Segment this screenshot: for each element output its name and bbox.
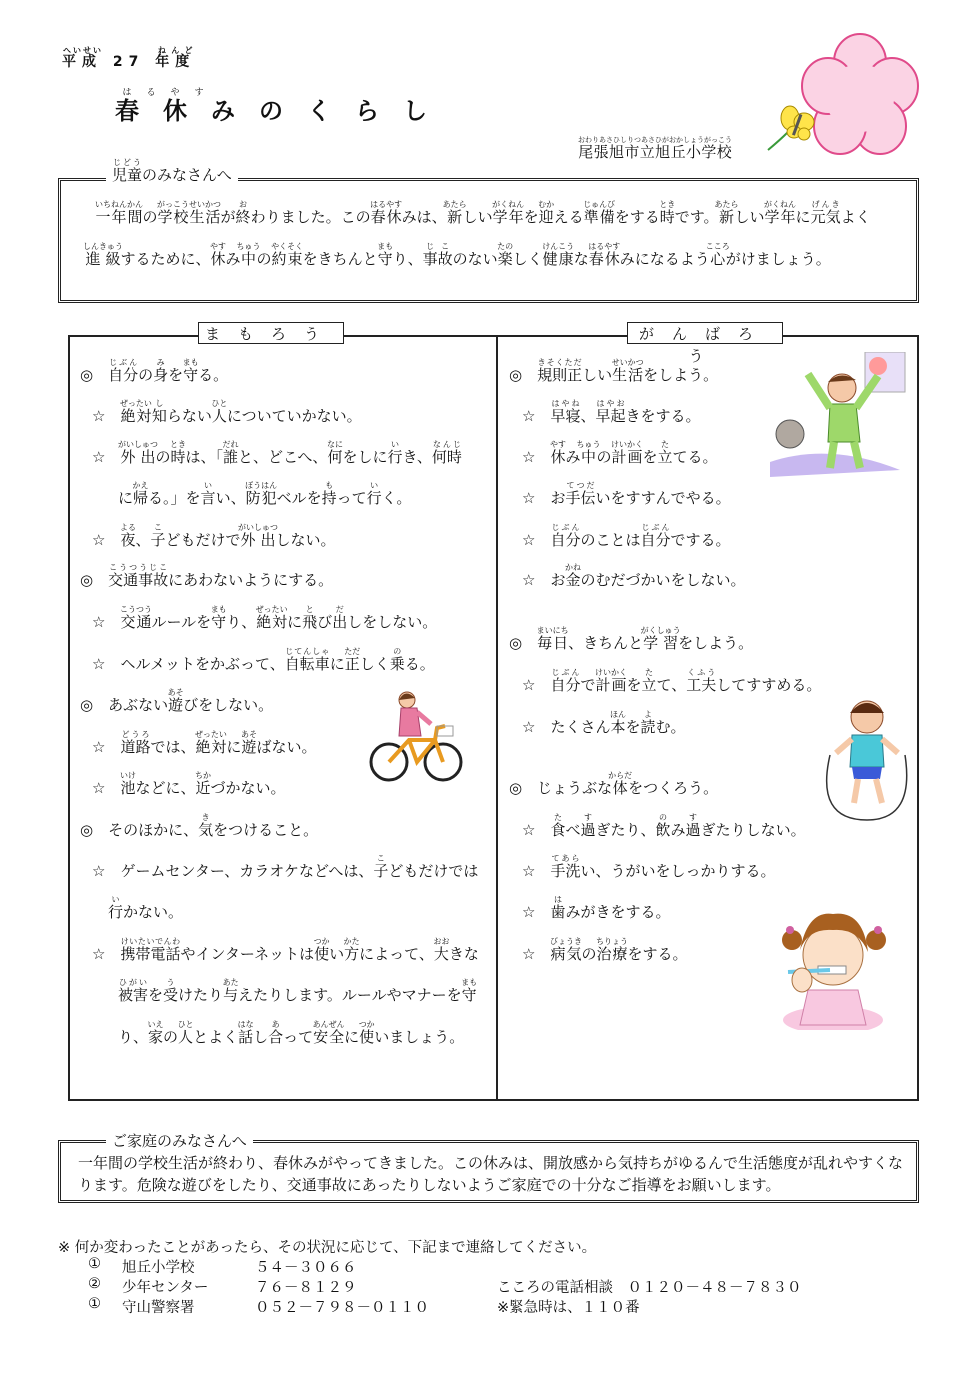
right-column-line: ☆ お手伝てつだいをすすんでやる。 bbox=[522, 481, 731, 507]
contact-tel: ０５２－７９８－０１１０ bbox=[255, 1300, 429, 1316]
intro-line-2: 進級しんきゅうするために、休やすみ中ちゅうの約束やくそくをきちんと守まもり、事故じこのない楽たのしく健康けんこうな春休はるやすみになるよう心こころがけましょう。 bbox=[83, 242, 831, 268]
right-column-line: ☆ 自分じぶんのことは自分じぶんでする。 bbox=[522, 523, 731, 549]
left-column-line: ☆ ゲームセンター、カラオケなどへは、子こどもだけでは bbox=[92, 854, 479, 880]
left-column-line: ☆ 夜よる、子こどもだけで外出がいしゅつしない。 bbox=[92, 523, 336, 549]
contact-tel: ７６－８１２９ bbox=[255, 1280, 357, 1296]
right-column-line: ☆ たくさん本ほんを読よむ。 bbox=[522, 710, 686, 736]
contact-tel: ５４－３０６６ bbox=[255, 1260, 357, 1276]
left-column-line: 被害ひがいを受うけたり与あたえたりします。ルールやマナーを守まも bbox=[118, 978, 478, 1004]
left-column-line: ☆ 外出がいしゅつの時ときは、「誰だれと、どこへ、何なにをしに行いき、何時なんじ bbox=[92, 440, 462, 466]
right-column-line: ☆ 自分じぶんで計画けいかくを立たて、工夫くふうしてすすめる。 bbox=[522, 668, 822, 694]
contact-num: ② bbox=[88, 1276, 101, 1292]
right-column-line: ☆ お金かねのむだづかいをしない。 bbox=[522, 563, 746, 589]
right-column-line: ◎ 規則正きそくただしい生活せいかつをしよう。 bbox=[509, 358, 719, 384]
right-column-line: ☆ 食たべ過すぎたり、飲のみ過すぎたりしない。 bbox=[522, 813, 806, 839]
left-column-line: 行いかない。 bbox=[108, 895, 184, 921]
left-column-line: ☆ 交通こうつうルールを守まもり、絶対ぜったいに飛とび出だしをしない。 bbox=[92, 605, 438, 631]
right-column-line: ☆ 早寝はやね、早起はやおきをする。 bbox=[522, 399, 701, 425]
bicycle-illustration bbox=[365, 690, 465, 785]
left-column-line: ☆ 道路どうろでは、絶対ぜったいに遊あそばない。 bbox=[92, 730, 317, 756]
contact-num: ① bbox=[88, 1296, 101, 1312]
left-column-line: ◎ そのほかに、気きをつけること。 bbox=[80, 813, 319, 839]
contact-name: 少年センター bbox=[122, 1280, 209, 1296]
intro-label: 児童じどうのみなさんへ bbox=[106, 158, 238, 185]
tooth-brushing-girl-illustration bbox=[778, 900, 888, 1030]
left-column-line: ☆ 絶対ぜったい知しらない人ひとについていかない。 bbox=[92, 399, 362, 425]
left-column-line: ☆ 携帯電話けいたいでんわやインターネットは使つかい方かたによって、大おおきな bbox=[92, 937, 479, 963]
right-column-line: ☆ 手洗てあらい、うがいをしっかりする。 bbox=[522, 854, 776, 880]
right-column-line: ☆ 病気びょうきの治療ちりょうをする。 bbox=[522, 937, 688, 963]
contact-name: 旭丘小学校 bbox=[122, 1260, 195, 1276]
left-column-line: に帰かえる。」を言いい、防犯ぼうはんベルを持もって行いく。 bbox=[118, 481, 412, 507]
family-label: ご家庭のみなさんへ bbox=[106, 1130, 253, 1151]
family-text: 一年間の学校生活が終わり、春休みがやってきました。この休みは、開放感から気持ちがゆるんで生活態度が乱れやすくなります。危険な遊びをしたり、交通事故にあったりしないようご家庭での十分なご指導をお願いします。 bbox=[78, 1154, 904, 1194]
butterfly-icon bbox=[760, 100, 820, 160]
right-column-line: ◎ じょうぶな体からだをつくろう。 bbox=[509, 771, 719, 797]
jump-rope-boy-illustration bbox=[820, 695, 915, 825]
left-column-line: ☆ 池いけなどに、近ちかづかない。 bbox=[92, 771, 286, 797]
stretching-boy-illustration bbox=[770, 352, 910, 477]
page-title: 春はる休やすみのくらし bbox=[115, 88, 451, 125]
right-column-tag: がんばろう bbox=[627, 322, 783, 344]
left-column-line: ◎ 交通事故こうつうじこにあわないようにする。 bbox=[80, 563, 334, 589]
left-column-line: ☆ ヘルメットをかぶって、自転車じてんしゃに正ただしく乗のる。 bbox=[92, 647, 435, 673]
contact-name: 守山警察署 bbox=[122, 1300, 195, 1316]
right-column-line: ☆ 歯はみがきをする。 bbox=[522, 895, 671, 921]
contact-num: ① bbox=[88, 1256, 101, 1272]
intro-text bbox=[83, 196, 905, 280]
left-column-line: ◎ 自分じぶんの身みを守まもる。 bbox=[80, 358, 229, 384]
fiscal-year: 平成へいせい 27 年度ねんど bbox=[62, 46, 196, 70]
intro-line-1: 一年間いちねんかんの学校生活がっこうせいかつが終おわりました。この春休はるやすみは、新あたらしい学年がくねんを迎むかえる準備じゅんびをする時ときです。新あたらしい学年がくねんに元気げんきよく bbox=[95, 200, 871, 226]
school-name: 尾張旭市立旭丘小学校おわりあさひしりつあさひがおかしょうがっこう bbox=[578, 136, 732, 161]
left-column-line: ◎ あぶない遊あそびをしない。 bbox=[80, 688, 274, 714]
contact-extra: こころの電話相談 ０１２０－４８－７８３０ bbox=[497, 1280, 802, 1296]
left-column-line: り、家いえの人ひととよく話はなし合あって安全あんぜんに使つかいましょう。 bbox=[118, 1020, 465, 1046]
column-divider bbox=[496, 335, 498, 1101]
contact-note: ※ 何か変わったことがあったら、その状況に応じて、下記まで連絡してください。 bbox=[58, 1240, 597, 1256]
left-column-tag: まもろう bbox=[198, 322, 344, 344]
right-column-line: ☆ 休やすみ中ちゅうの計画けいかくを立たてる。 bbox=[522, 440, 718, 466]
contact-extra: ※緊急時は、１１０番 bbox=[497, 1300, 640, 1316]
right-column-line: ◎ 毎日まいにち、きちんと学習がくしゅうをしよう。 bbox=[509, 626, 754, 652]
